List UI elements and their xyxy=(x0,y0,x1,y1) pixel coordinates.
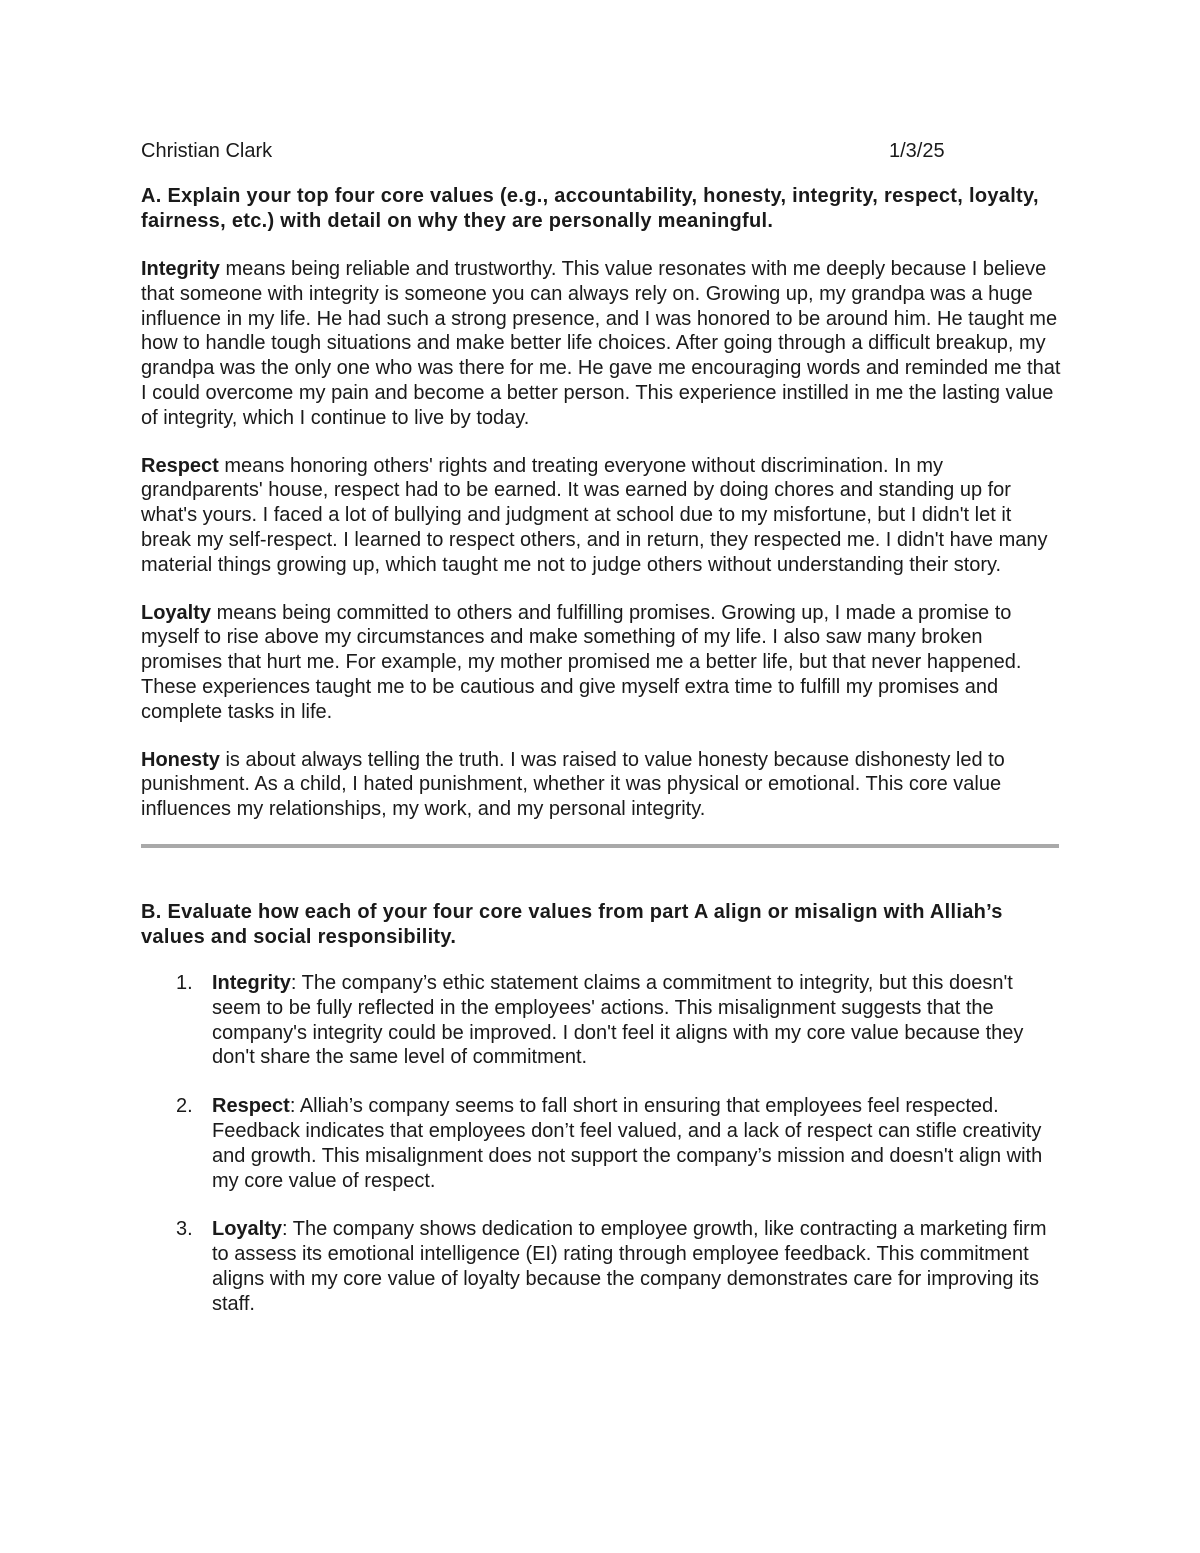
item-text: : The company shows dedication to employee growth, like contracting a marketing firm to assess its emotional intelligence (EI) rating through employee feedback. This commitment aligns with my core value of loyalty because the company demonstrates care for improving its staff. xyxy=(212,1218,1047,1315)
section-b xyxy=(141,900,1061,1317)
item-term: Loyalty xyxy=(212,1218,283,1241)
document-page xyxy=(141,140,1061,1341)
list-number: 2. xyxy=(176,1095,193,1118)
question-b: B. Evaluate how each of your four core values from part A align or misalign with Alliah’s values and social responsibility. xyxy=(141,900,1003,948)
value-paragraph-honesty xyxy=(141,748,1061,822)
document-date: 1/3/25 xyxy=(889,140,945,162)
value-term: Integrity xyxy=(141,258,220,280)
question-a: A. Explain your top four core values (e.g., accountability, honesty, integrity, respect, loyalty, fairness, etc.) with detail on why they are personally meaningful. xyxy=(141,185,1039,232)
value-term: Respect xyxy=(141,454,219,477)
value-text: means honoring others' rights and treating everyone without discrimination. In my grandparents' house, respect had to be earned. It was earned by doing chores and standing up for what's yours. I faced a lot of bullying and judgment at school due to my misfortune, but I didn't let it break my self-respect. I learned to respect others, and in return, they respected me. I didn't have many material things growing up, which taught me not to judge others without understanding their story. xyxy=(141,454,1048,576)
document-header xyxy=(141,140,1061,170)
value-term: Honesty xyxy=(141,748,220,771)
item-text: : The company’s ethic statement claims a commitment to integrity, but this doesn't seem to be fully reflected in the employees' actions. This misalignment suggests that the company's integrity could be improved. I don't feel it aligns with my core value because they don't share the same level of commitment. xyxy=(212,971,1024,1069)
section-a xyxy=(141,184,1061,822)
value-paragraph-integrity xyxy=(141,257,1061,431)
item-term: Integrity xyxy=(212,971,291,994)
value-text: is about always telling the truth. I was raised to value honesty because dishonesty led to punishment. As a child, I hated punishment, whether it was physical or emotional. This core value influences my relationships, my work, and my personal integrity. xyxy=(141,748,1005,821)
list-item xyxy=(141,1094,1061,1193)
value-term: Loyalty xyxy=(141,601,212,624)
list-number: 1. xyxy=(176,971,193,994)
horizontal-divider xyxy=(141,844,1059,848)
item-text: : Alliah’s company seems to fall short in ensuring that employees feel respected. Feedback indicates that employees don’t feel valued, and a lack of respect can stifle creativity and growth. This misalignment does not support the company’s mission and doesn't align with my core value of respect. xyxy=(212,1095,1043,1192)
list-number: 3. xyxy=(176,1218,193,1241)
value-text: means being committed to others and fulfilling promises. Growing up, I made a promise to myself to rise above my circumstances and make something of my life. I also saw many broken promises that hurt me. For example, my mother promised me a better life, but that never happened. These experiences taught me to be cautious and give myself extra time to fulfill my promises and complete tasks in life. xyxy=(141,601,1022,723)
list-item xyxy=(141,971,1061,1070)
list-item xyxy=(141,1217,1061,1316)
alignment-list xyxy=(141,971,1061,1317)
value-paragraph-respect xyxy=(141,454,1061,578)
author-name: Christian Clark xyxy=(141,140,273,162)
item-term: Respect xyxy=(212,1095,290,1118)
value-paragraph-loyalty xyxy=(141,601,1061,725)
value-text: means being reliable and trustworthy. This value resonates with me deeply because I believe that someone with integrity is someone you can always rely on. Growing up, my grandpa was a huge influence in my life. He had such a strong presence, and I was honored to be around him. He taught me how to handle tough situations and make better life choices. After going through a difficult breakup, my grandpa was the only one who was there for me. He gave me encouraging words and reminded me that I could overcome my pain and become a better person. This experience instilled in me the lasting value of integrity, which I continue to live by today. xyxy=(141,258,1061,429)
